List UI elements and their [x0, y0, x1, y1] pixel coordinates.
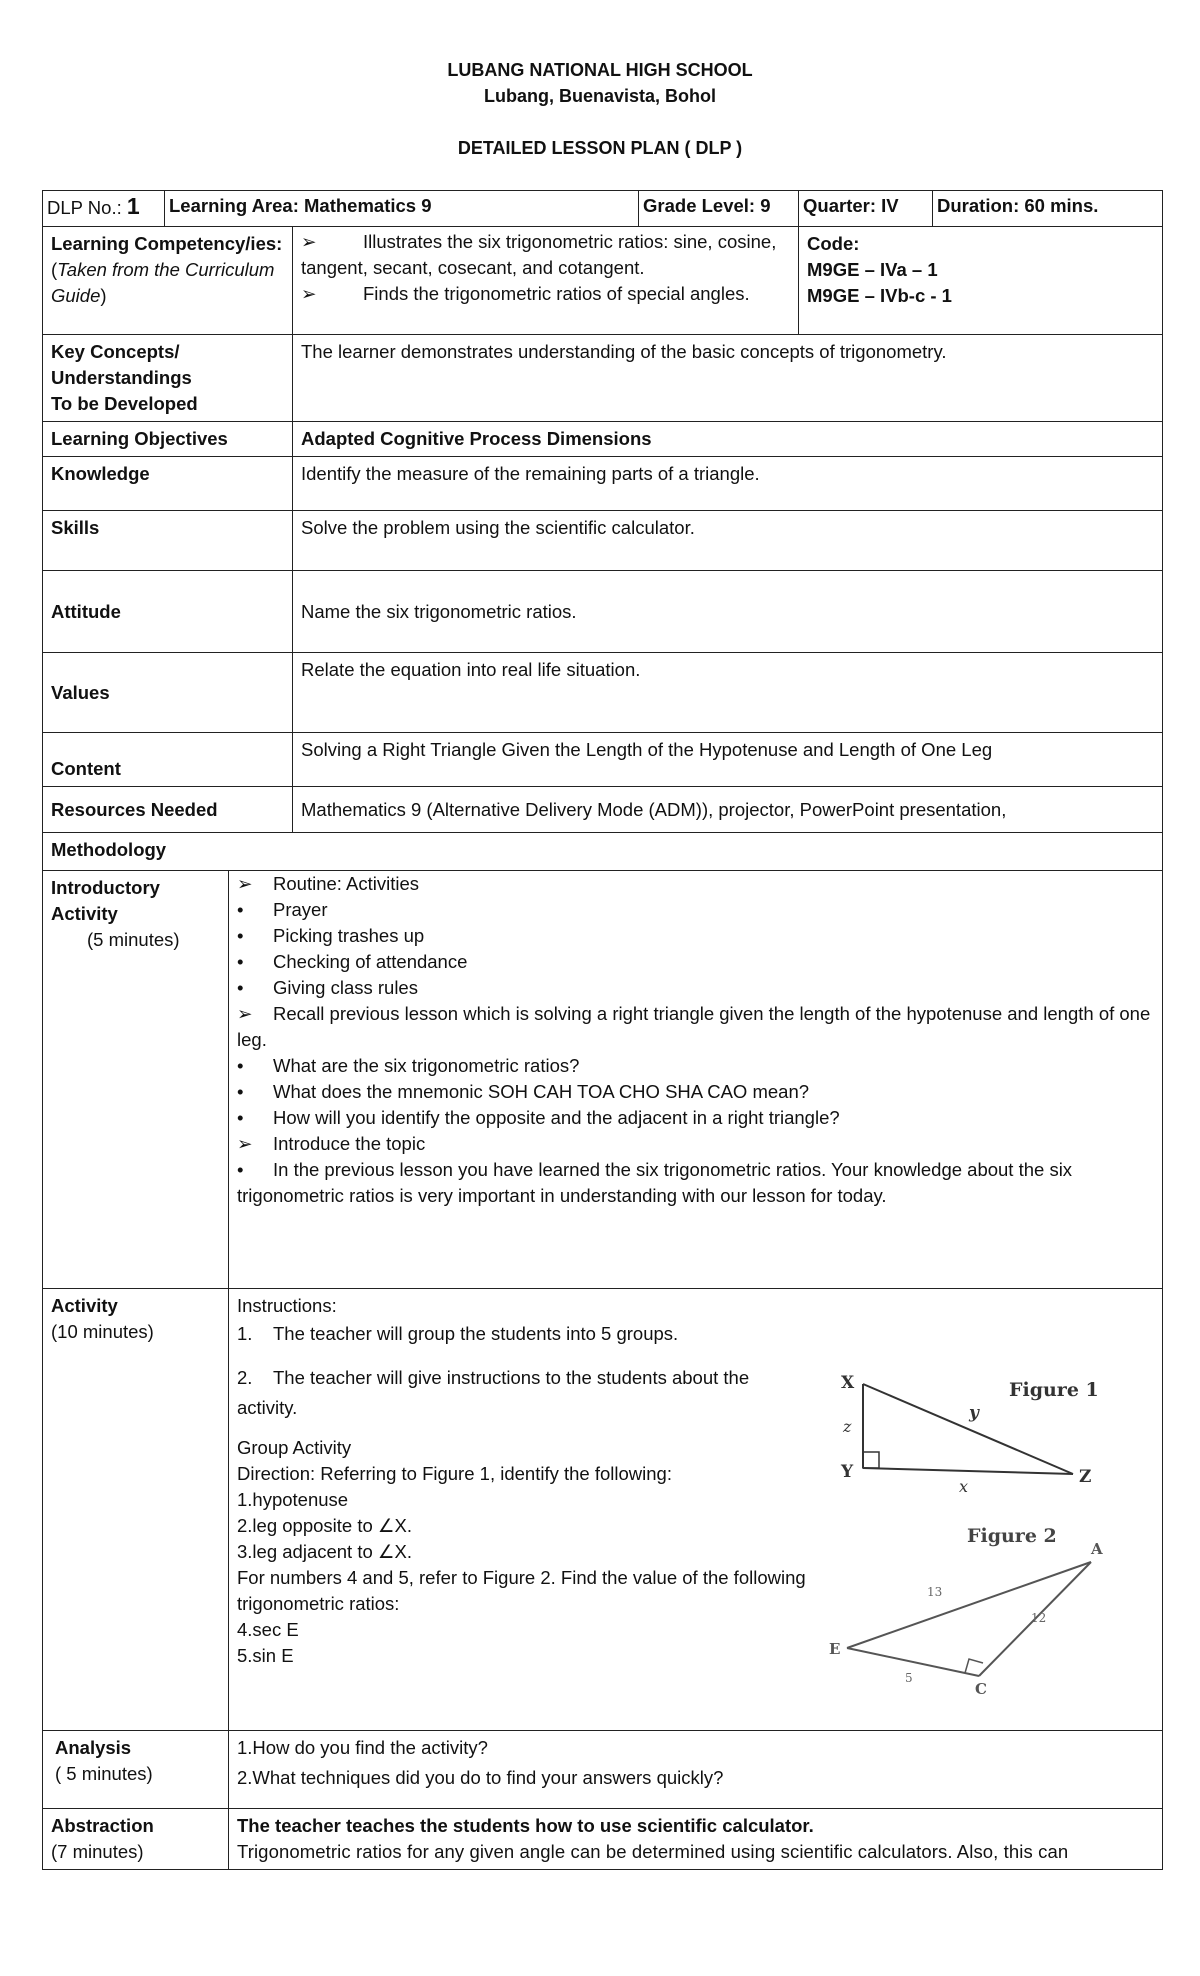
knowledge-label: Knowledge [43, 457, 293, 511]
abstraction-heading: The teacher teaches the students how to use scientific calculator. [237, 1815, 814, 1836]
group-activity-title: Group Activity [237, 1437, 352, 1458]
content-label: Content [43, 733, 293, 787]
abstraction-text: Trigonometric ratios for any given angle can be determined using scientific calculators. Also, this can [237, 1841, 1069, 1862]
objectives-header-row [43, 422, 1163, 457]
figure-2-leg-ec [847, 1648, 979, 1676]
figure-1-leg-yz [863, 1468, 1073, 1474]
analysis-row [43, 1731, 1163, 1809]
question-4: 4.sec E [237, 1619, 299, 1640]
code-item: M9GE – IVa – 1 [807, 259, 938, 280]
code-item: M9GE – IVb-c - 1 [807, 285, 952, 306]
introductory-items [229, 871, 1163, 1289]
intro-item: ➢ Routine: Activities [237, 873, 420, 894]
resources-row [43, 787, 1163, 833]
duration: Duration: 60 mins. [933, 191, 1163, 227]
figure-2-side-ec: 5 [905, 1671, 913, 1685]
analysis-label-cell [43, 1731, 229, 1809]
values-row [43, 653, 1163, 733]
intro-item: • What does the mnemonic SOH CAH TOA CHO SHA CAO mean? [237, 1081, 810, 1102]
activity-instructions: Instructions: [237, 1295, 337, 1316]
introductory-row [43, 871, 1163, 1289]
competency-row [43, 227, 1163, 335]
intro-item: • What are the six trigonometric ratios? [237, 1055, 580, 1076]
skills-row [43, 511, 1163, 571]
question-5: 5.sin E [237, 1645, 294, 1666]
key-concepts-text: The learner demonstrates understanding of the basic concepts of trigonometry. [293, 335, 1163, 422]
intro-item: • Giving class rules [237, 977, 418, 998]
analysis-time: ( 5 minutes) [55, 1763, 153, 1784]
code-label: Code: [807, 233, 860, 254]
figure-1-vertex-z: Z [1079, 1467, 1092, 1487]
attitude-label: Attitude [43, 571, 293, 653]
figure-1-vertex-y: Y [841, 1462, 854, 1482]
question-4-5-intro: For numbers 4 and 5, refer to Figure 2. Find the value of the following trigonometric ratios: [237, 1567, 806, 1614]
question-1: 1.hypotenuse [237, 1489, 349, 1510]
competency-label-cell [43, 227, 293, 335]
content-text: Solving a Right Triangle Given the Length of the Hypotenuse and Length of One Leg [293, 733, 1163, 787]
key-concepts-label: Key Concepts/ Understandings To be Developed [43, 335, 293, 422]
figure-1-vertex-x: X [841, 1373, 855, 1393]
activity-content-cell [229, 1289, 1163, 1731]
intro-item: ➢ Recall previous lesson which is solving a right triangle given the length of the hypotenuse and length of one leg. [237, 1003, 1151, 1050]
learning-area: Learning Area: Mathematics 9 [165, 191, 639, 227]
competency-source: (Taken from the Curriculum Guide) [51, 259, 275, 306]
activity-time: (10 minutes) [51, 1321, 154, 1342]
activity-step-2: 2. The teacher will give instructions to the students about the activity. [237, 1367, 750, 1418]
analysis-question-1: 1.How do you find the activity? [237, 1737, 488, 1758]
knowledge-row [43, 457, 1163, 511]
values-text: Relate the equation into real life situation. [293, 653, 1163, 733]
methodology-label: Methodology [43, 833, 1163, 871]
skills-label: Skills [43, 511, 293, 571]
skills-text: Solve the problem using the scientific calculator. [293, 511, 1163, 571]
figure-2-side-ea: 13 [927, 1585, 943, 1599]
activity-label: Activity [51, 1295, 118, 1316]
figure-1-title: Figure 1 [1009, 1379, 1099, 1401]
competency-item: ➢ Illustrates the six trigonometric ratios: sine, cosine, tangent, secant, cosecant, and cotangent. [301, 231, 777, 278]
key-concepts-row [43, 335, 1163, 422]
grade-level: Grade Level: 9 [639, 191, 799, 227]
resources-text: Mathematics 9 (Alternative Delivery Mode (ADM)), projector, PowerPoint presentation, [293, 787, 1163, 833]
competency-code-cell [799, 227, 1163, 335]
activity-row [43, 1289, 1163, 1731]
competency-item: ➢ Finds the trigonometric ratios of special angles. [301, 283, 750, 304]
intro-item: • How will you identify the opposite and the adjacent in a right triangle? [237, 1107, 840, 1128]
figure-1-side-z: z [843, 1417, 852, 1436]
abstraction-label-cell [43, 1809, 229, 1870]
objectives-header: Adapted Cognitive Process Dimensions [293, 422, 1163, 457]
figure-2 [829, 1525, 1103, 1694]
competency-label: Learning Competency/ies: [51, 233, 283, 254]
objectives-label: Learning Objectives [43, 422, 293, 457]
analysis-label: Analysis [55, 1737, 132, 1758]
content-row [43, 733, 1163, 787]
figure-2-hypotenuse [847, 1562, 1091, 1648]
activity-step-1: 1. The teacher will group the students into 5 groups. [237, 1323, 679, 1344]
attitude-text: Name the six trigonometric ratios. [293, 571, 1163, 653]
meta-row [43, 191, 1163, 227]
figure-1-side-x: x [959, 1477, 969, 1496]
attitude-row [43, 571, 1163, 653]
figure-1-right-angle [863, 1452, 879, 1468]
intro-item: • Picking trashes up [237, 925, 425, 946]
figure-1 [840, 1373, 1099, 1496]
question-3: 3.leg adjacent to ∠X. [237, 1541, 412, 1562]
figure-1-side-y: y [969, 1403, 979, 1423]
figure-2-vertex-e: E [829, 1640, 841, 1658]
methodology-row [43, 833, 1163, 871]
figure-2-vertex-a: A [1091, 1540, 1103, 1558]
figure-2-vertex-c: C [975, 1680, 987, 1694]
introductory-time: (5 minutes) [87, 929, 180, 950]
intro-item: • In the previous lesson you have learned the six trigonometric ratios. Your knowledge about the six trigonometric ratios is very important in understanding with our lesson for today. [237, 1159, 1073, 1206]
document-title: DETAILED LESSON PLAN ( DLP ) [457, 138, 743, 158]
school-name: LUBANG NATIONAL HIGH SCHOOL [447, 60, 753, 80]
abstraction-content [229, 1809, 1163, 1870]
lesson-plan-table [42, 190, 1163, 1870]
abstraction-label: Abstraction [51, 1815, 154, 1836]
activity-label-cell [43, 1289, 229, 1731]
competency-items-cell [293, 227, 799, 335]
group-direction: Direction: Referring to Figure 1, identify the following: [237, 1463, 672, 1484]
values-label: Values [43, 653, 293, 733]
intro-item: ➢ Introduce the topic [237, 1133, 426, 1154]
figures [809, 1364, 1149, 1694]
knowledge-text: Identify the measure of the remaining parts of a triangle. [293, 457, 1163, 511]
quarter: Quarter: IV [799, 191, 933, 227]
intro-item: • Prayer [237, 899, 328, 920]
school-address: Lubang, Buenavista, Bohol [483, 86, 716, 106]
dlp-number: 1 [126, 193, 140, 219]
figure-2-title: Figure 2 [967, 1525, 1057, 1547]
question-2: 2.leg opposite to ∠X. [237, 1515, 412, 1536]
analysis-questions [229, 1731, 1163, 1809]
figure-2-side-ac: 12 [1031, 1611, 1047, 1625]
resources-label: Resources Needed [43, 787, 293, 833]
analysis-question-2: 2.What techniques did you do to find your answers quickly? [237, 1767, 724, 1788]
introductory-label-cell: Introductory Activity (5 minutes) [43, 871, 229, 1289]
intro-item: • Checking of attendance [237, 951, 468, 972]
dlp-label: DLP No.: [47, 197, 122, 218]
dlp-number-cell [43, 191, 165, 227]
figure-2-right-angle [965, 1659, 983, 1673]
abstraction-time: (7 minutes) [51, 1841, 144, 1862]
abstraction-row [43, 1809, 1163, 1870]
